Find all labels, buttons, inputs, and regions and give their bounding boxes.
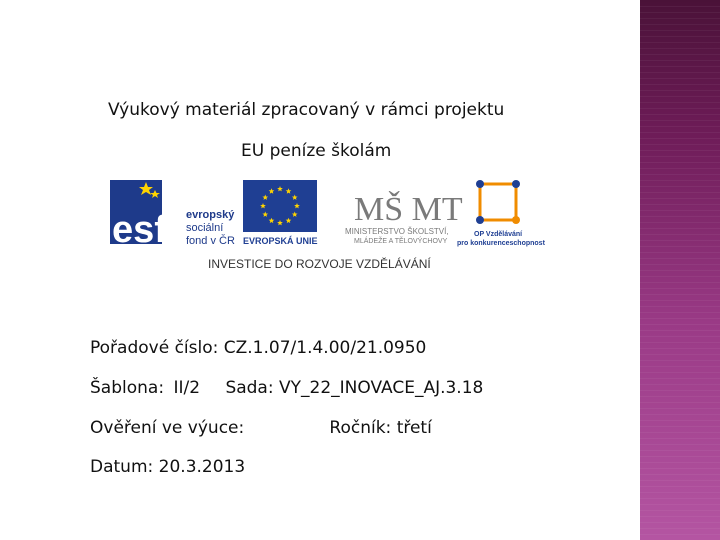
band-stripe xyxy=(640,114,720,115)
band-stripe xyxy=(640,366,720,367)
sada-value: VY_22_INOVACE_AJ.3.18 xyxy=(279,378,484,398)
band-stripe xyxy=(640,12,720,13)
band-stripe xyxy=(640,282,720,283)
band-stripe xyxy=(640,120,720,121)
msmt-text-2: MLÁDEŽE A TĚLOVÝCHOVY xyxy=(354,238,448,245)
band-stripe xyxy=(640,36,720,37)
project-line-1: Výukový materiál zpracovaný v rámci projektu xyxy=(108,100,505,120)
band-stripe xyxy=(640,384,720,385)
band-stripe xyxy=(640,498,720,499)
band-stripe xyxy=(640,264,720,265)
band-stripe xyxy=(640,474,720,475)
band-stripe xyxy=(640,354,720,355)
band-stripe xyxy=(640,216,720,217)
band-stripe xyxy=(640,72,720,73)
band-stripe xyxy=(640,144,720,145)
band-stripe xyxy=(640,240,720,241)
band-stripe xyxy=(640,426,720,427)
band-stripe xyxy=(640,156,720,157)
project-line-2: EU peníze školám xyxy=(241,141,392,161)
band-stripe xyxy=(640,306,720,307)
band-stripe xyxy=(640,492,720,493)
band-stripe xyxy=(640,6,720,7)
esf-logo xyxy=(110,180,235,251)
band-stripe xyxy=(640,468,720,469)
band-stripe xyxy=(640,462,720,463)
band-stripe xyxy=(640,378,720,379)
band-stripe xyxy=(640,132,720,133)
logo-tagline: INVESTICE DO ROZVOJE VZDĚLÁVÁNÍ xyxy=(208,257,431,271)
decorative-side-band xyxy=(640,0,720,540)
band-stripe xyxy=(640,138,720,139)
band-stripe xyxy=(640,48,720,49)
band-stripe xyxy=(640,96,720,97)
band-stripe xyxy=(640,528,720,529)
band-stripe xyxy=(640,60,720,61)
band-stripe xyxy=(640,192,720,193)
band-stripe xyxy=(640,450,720,451)
band-stripe xyxy=(640,162,720,163)
band-stripe xyxy=(640,24,720,25)
band-stripe xyxy=(640,330,720,331)
band-stripe xyxy=(640,252,720,253)
band-stripe xyxy=(640,420,720,421)
eu-flag-logo xyxy=(243,180,318,246)
overeni-label: Ověření ve výuce: xyxy=(90,418,245,438)
band-stripe xyxy=(640,276,720,277)
band-stripe xyxy=(640,522,720,523)
sablona-label: Šablona: xyxy=(90,378,165,398)
band-stripe xyxy=(640,288,720,289)
band-stripe xyxy=(640,18,720,19)
band-stripe xyxy=(640,372,720,373)
msmt-logo xyxy=(345,190,463,245)
poradove-value: CZ.1.07/1.4.00/21.0950 xyxy=(223,338,427,358)
band-stripe xyxy=(640,66,720,67)
band-stripe xyxy=(640,510,720,511)
band-stripe xyxy=(640,300,720,301)
band-stripe xyxy=(640,228,720,229)
band-stripe xyxy=(640,174,720,175)
band-stripe xyxy=(640,390,720,391)
band-stripe xyxy=(640,396,720,397)
sada-label: Sada: xyxy=(225,378,274,398)
band-stripe xyxy=(640,54,720,55)
band-stripe xyxy=(640,318,720,319)
band-stripe xyxy=(640,294,720,295)
datum-value: 20.3.2013 xyxy=(158,457,246,477)
band-stripe xyxy=(640,168,720,169)
band-stripe xyxy=(640,534,720,535)
band-stripe xyxy=(640,126,720,127)
band-stripe xyxy=(640,234,720,235)
band-stripe xyxy=(640,348,720,349)
band-stripe xyxy=(640,360,720,361)
band-stripe xyxy=(640,108,720,109)
band-stripe xyxy=(640,90,720,91)
datum-label: Datum: xyxy=(90,457,154,477)
band-stripe xyxy=(640,336,720,337)
band-stripe xyxy=(640,258,720,259)
band-stripe xyxy=(640,42,720,43)
info-overeni xyxy=(90,418,432,438)
band-stripe xyxy=(640,246,720,247)
band-stripe xyxy=(640,414,720,415)
band-stripe xyxy=(640,516,720,517)
band-stripe xyxy=(640,312,720,313)
band-stripe xyxy=(640,504,720,505)
band-stripe xyxy=(640,84,720,85)
band-stripe xyxy=(640,402,720,403)
esf-mark: esf xyxy=(112,209,167,251)
esf-text-2: sociální xyxy=(186,222,224,234)
poradove-label: Pořadové číslo: xyxy=(90,338,219,358)
esf-text-3: fond v ČR xyxy=(186,235,235,247)
info-poradove-cislo xyxy=(90,338,426,358)
band-stripe xyxy=(640,432,720,433)
band-stripe xyxy=(640,456,720,457)
info-datum xyxy=(90,457,245,477)
esf-text-1: evropský xyxy=(186,209,235,221)
band-stripe xyxy=(640,438,720,439)
band-stripe xyxy=(640,150,720,151)
op-logo xyxy=(457,180,546,247)
band-stripe xyxy=(640,210,720,211)
band-stripe xyxy=(640,444,720,445)
band-stripe xyxy=(640,408,720,409)
band-stripe xyxy=(640,78,720,79)
msmt-text-1: MINISTERSTVO ŠKOLSTVÍ, xyxy=(345,227,449,236)
rocnik-label: Ročník: xyxy=(329,418,392,438)
op-text-2: pro konkurenceschopnost xyxy=(457,240,545,247)
band-stripe xyxy=(640,270,720,271)
sablona-value: II/2 xyxy=(173,378,201,398)
band-stripe xyxy=(640,198,720,199)
band-stripe xyxy=(640,480,720,481)
band-stripe xyxy=(640,180,720,181)
logo-strip xyxy=(108,176,548,276)
band-stripe xyxy=(640,342,720,343)
band-stripe xyxy=(640,204,720,205)
eu-caption: EVROPSKÁ UNIE xyxy=(243,236,318,246)
band-stripe xyxy=(640,102,720,103)
band-stripe xyxy=(640,186,720,187)
band-stripe xyxy=(640,30,720,31)
band-stripe xyxy=(640,222,720,223)
rocnik-value: třetí xyxy=(396,418,432,438)
msmt-mark: MŠ MT xyxy=(354,191,463,228)
band-stripe xyxy=(640,486,720,487)
band-stripe xyxy=(640,324,720,325)
op-text-1: OP Vzdělávání xyxy=(474,231,523,238)
info-sablona xyxy=(90,378,483,398)
